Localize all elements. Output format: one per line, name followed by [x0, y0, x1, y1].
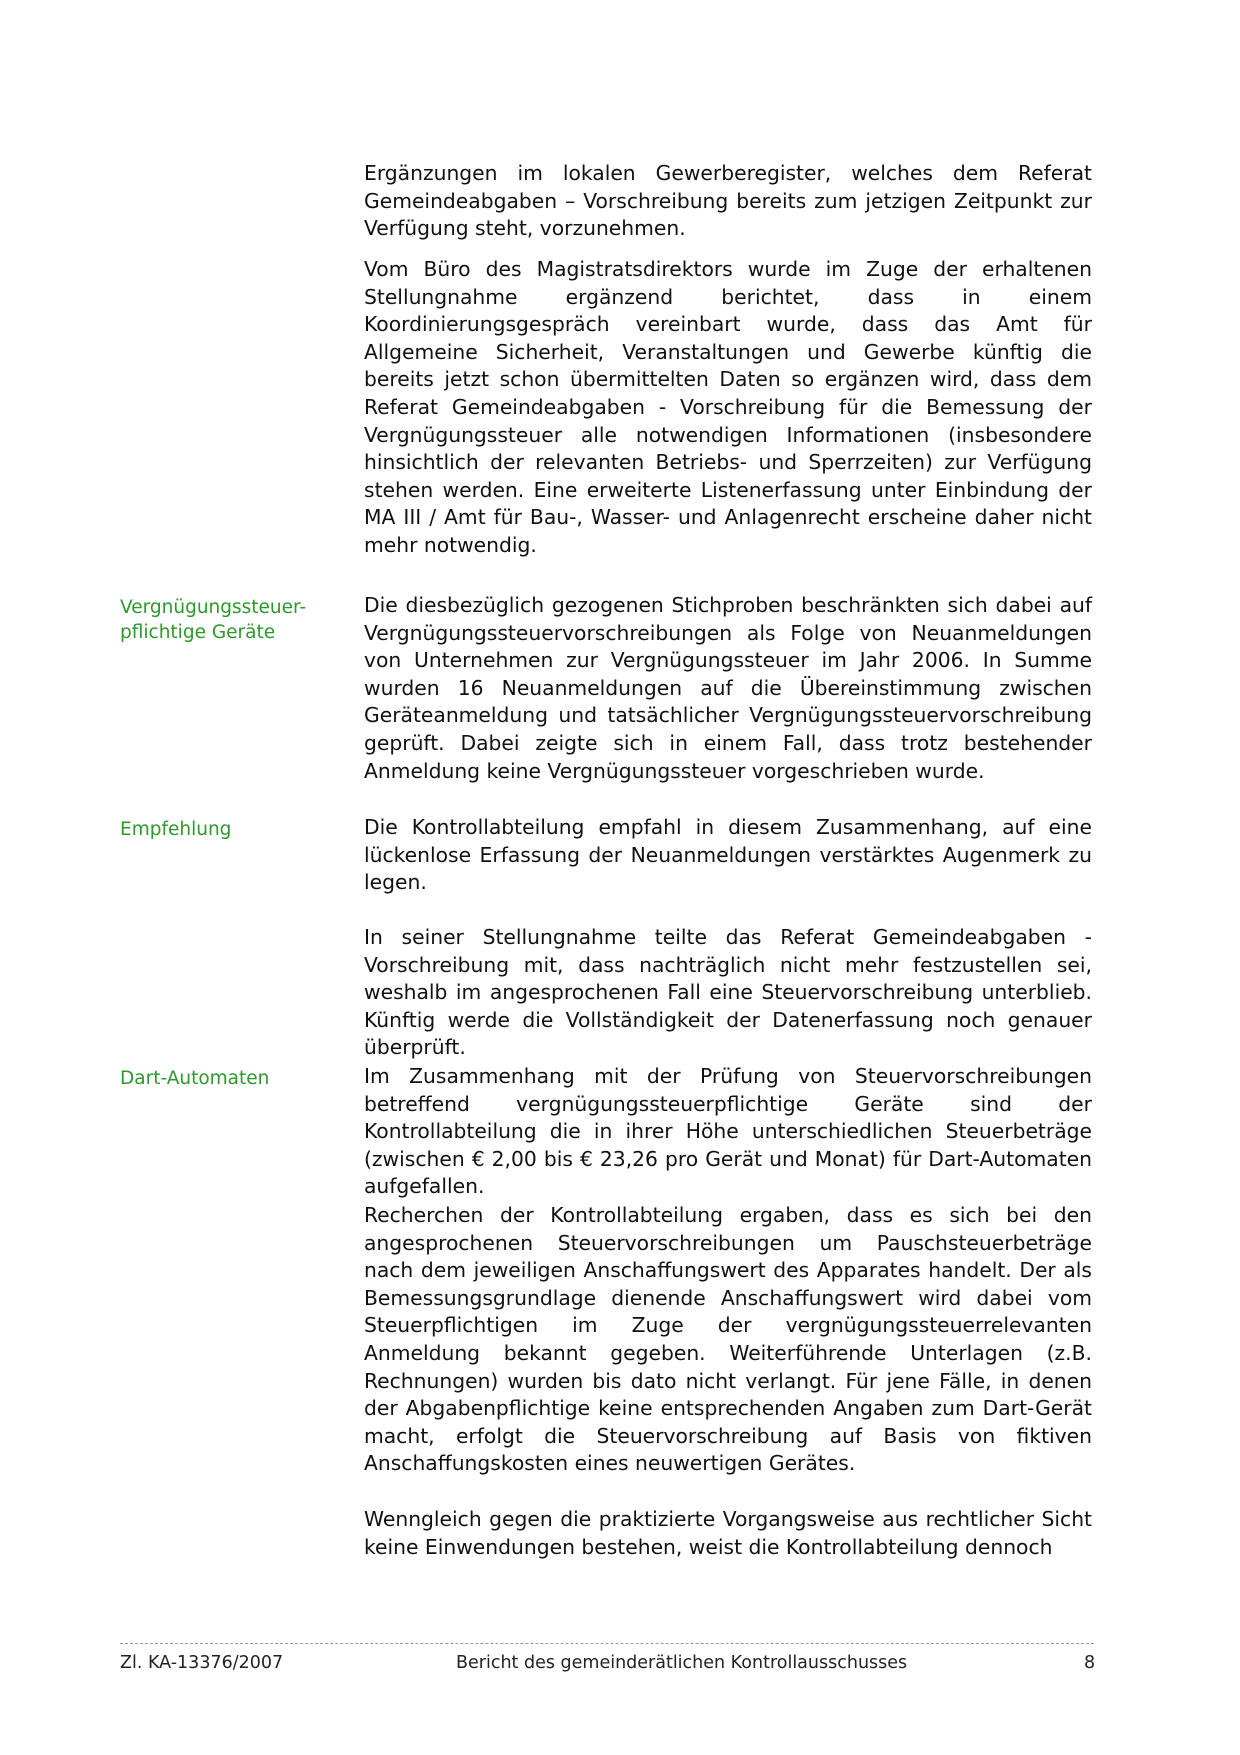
paragraph-vorgangsweise: Wenngleich gegen die praktizierte Vorgangsweise aus rechtlicher Sicht keine Einwendungen bestehen, weist die Kontrollabteilung dennoch [364, 1507, 1092, 1559]
paragraph-stichproben: Die diesbezüglich gezogenen Stichproben beschränkten sich dabei auf Vergnügungssteuervorschreibungen als Folge von Neuanmeldungen von Unternehmen zur Vergnügungssteuer im Jahr 2006. In Summe wurden 16 Neuanmeldungen auf die Übereinstimmung zwischen Geräteanmeldung und tatsächlicher Vergnügungssteuervorschreibung geprüft. Dabei zeigte sich in einem Fall, dass trotz bestehender Anmeldung keine Vergnügungssteuer vorgeschrieben wurde. [364, 593, 1092, 783]
paragraph-stellungnahme: In seiner Stellungnahme teilte das Referat Gemeindeabgaben - Vorschreibung mit, dass nachträglich nicht mehr festzustellen sei, weshalb im angesprochenen Fall eine Steuervorschreibung unterblieb. Künftig werde die Vollständigkeit der Datenerfassung noch genauer überprüft. [364, 925, 1092, 1060]
margin-note-vergnuegungssteuerpflichtige-geraete [120, 596, 320, 645]
paragraph-magistratsdirektor: Vom Büro des Magistratsdirektors wurde im Zuge der erhaltenen Stellungnahme ergänzend berichtet, dass in einem Koordinierungsgespräch vereinbart wurde, dass das Amt für Allgemeine Sicherheit, Veranstaltungen und Gewerbe künftig die bereits jetzt schon übermittelten Daten so ergänzen wird, dass dem Referat Gemeindeabgaben - Vorschreibung für die Bemessung der Vergnügungssteuer alle notwendigen Informationen (insbesondere hinsichtlich der relevanten Betriebs- und Sperrzeiten) zur Verfügung stehen werden. Eine erweiterte Listenerfassung unter Einbindung der MA III / Amt für Bau-, Wasser- und Anlagenrecht erscheine daher nicht mehr notwendig. [364, 257, 1092, 557]
paragraph-gewerberegister: Ergänzungen im lokalen Gewerberegister, welches dem Referat Gemeindeabgaben – Vorschreibung bereits zum jetzigen Zeitpunkt zur Verfügung steht, vorzunehmen. [364, 161, 1092, 241]
footer-reference: Zl. KA-13376/2007 [120, 1653, 284, 1673]
footer-divider [120, 1643, 1094, 1644]
margin-note-empfehlung: Empfehlung [120, 819, 232, 840]
paragraph-recherchen: Recherchen der Kontrollabteilung ergaben, dass es sich bei den angesprochenen Steuervorschreibungen um Pauschsteuerbeträge nach dem jeweiligen Anschaffungswert des Apparates handelt. Der als Bemessungsgrundlage dienende Anschaffungswert wird dabei vom Steuerpflichtigen im Zuge der vergnügungssteuerrelevanten Anmeldung bekannt gegeben. Weiterführende Unterlagen (z.B. Rechnungen) wurden bis dato nicht verlangt. Für jene Fälle, in denen der Abgabenpflichtige keine entsprechenden Angaben zum Dart-Gerät macht, erfolgt die Steuervorschreibung auf Basis von fiktiven Anschaffungskosten eines neuwertigen Gerätes. [364, 1203, 1092, 1476]
paragraph-empfehlung: Die Kontrollabteilung empfahl in diesem Zusammenhang, auf eine lückenlose Erfassung der Neuanmeldungen verstärktes Augenmerk zu legen. [364, 815, 1092, 895]
paragraph-dart-steuerbetraege: Im Zusammenhang mit der Prüfung von Steuervorschreibungen betreffend vergnügungssteuerpflichtige Geräte sind der Kontrollabteilung die in ihrer Höhe unterschiedlichen Steuerbeträge (zwischen € 2,00 bis € 23,26 pro Gerät und Monat) für Dart-Automaten aufgefallen. [364, 1064, 1092, 1199]
margin-note-dart-automaten: Dart-Automaten [120, 1068, 270, 1089]
margin-note-line: Vergnügungssteuer- [120, 597, 307, 618]
margin-note-line: pflichtige Geräte [120, 621, 276, 643]
footer-page-number: 8 [1084, 1653, 1096, 1673]
footer-report-title: Bericht des gemeinderätlichen Kontrollausschusses [456, 1653, 908, 1673]
